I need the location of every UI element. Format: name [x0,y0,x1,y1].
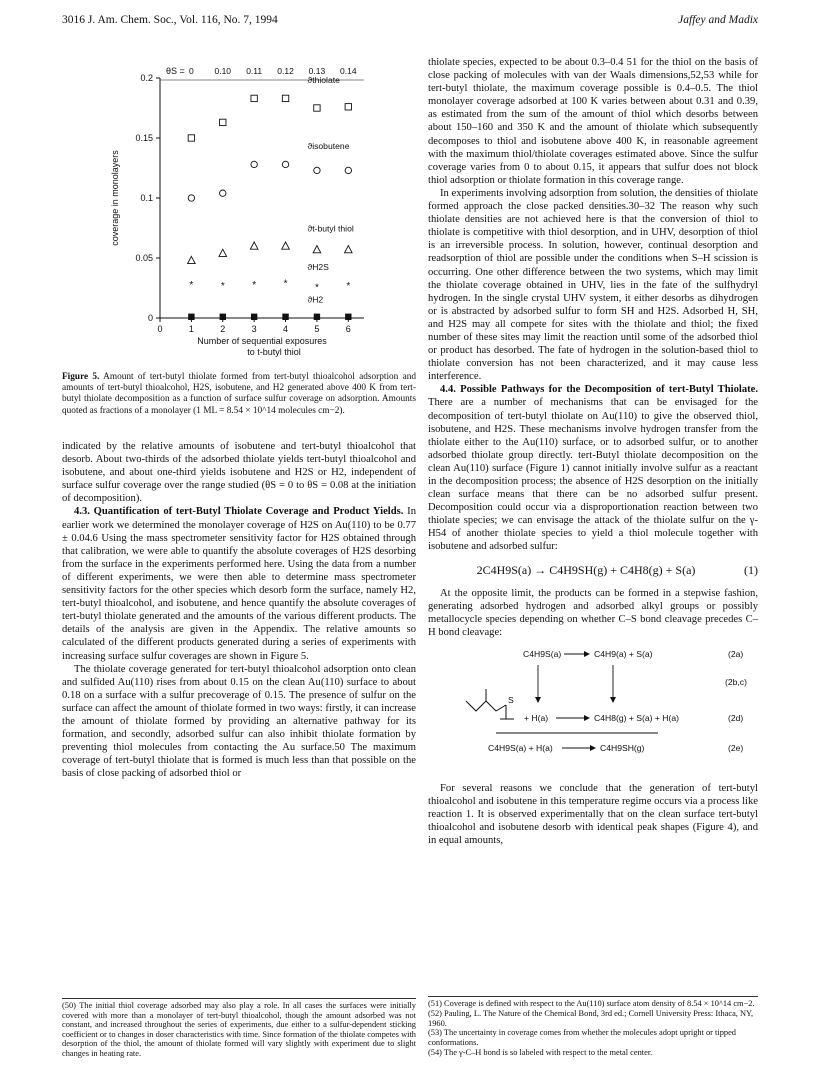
square-marker [314,105,320,111]
triangle-marker [188,256,196,263]
r2d-right: C4H8(g) + S(a) + H(a) [594,713,680,724]
figure-5-chart [62,40,412,360]
right-paragraph-4: At the opposite limit, the products can be formed in a stepwise fashion, generating adsorbed hydrogen and adsorbed alkyl groups or possibly metallocycle species depending on whether C–S bond cleavage precedes C–H bond cleavage: [428,587,758,638]
left-paragraph-2 [62,505,416,662]
metallocycle-structure [466,689,514,719]
asterisk-marker: * [314,282,319,294]
right-paragraph-3 [428,383,758,553]
asterisk-marker: * [189,279,194,291]
series-label: ϑH2 [307,294,324,305]
equation-1-body: 2C4H9S(a) → C4H9SH(g) + C4H8(g) + S(a) [476,562,696,577]
equation-1 [428,564,758,577]
r2c-arrowhead [610,697,616,703]
x-axis-title-line2: to t-butyl thiol [247,347,301,357]
left-paragraph-3: The thiolate coverage generated for tert-butyl thioalcohol adsorption onto clean and sulfided Au(110) rises from about 0.15 on the clean Au(110) surface to about 0.18 on a surface with a sulfur precoverage of 0.15. The presence of sulfur on the surface can affect the amount of thiolate formed in two ways: firstly, it can increase the amount of thiolate formed by providing an alternative pathway for its formation, and secondly, adsorbed sulfur can also inhibit thiolate formation by preventing thiol molecules from contacting the Au surface.50 The maximum coverage of tert-butyl thiolate that is formed is much less than that possible on the basis of close packing of adsorbed thiol or [62,663,416,780]
r2a-arrowhead [584,651,590,657]
running-authors: Jaffey and Madix [678,14,758,26]
x-tick-label: 3 [251,324,257,334]
circle-marker [314,167,320,173]
footnote-50: (50) The initial thiol coverage adsorbed may also play a role. In all cases the surfaces were initially covered with more than a monolayer of tert-butyl thioalcohol, though the amount adsorbed was not constant, and increased throughout the series of experiments, due either to a sulfur-dependent sticking coefficient or to changes in doser characteristics with time. Since formation of the thiolate competes with desorption of the thiol, the amount of thiolate formed will vary slightly with experiment due to slight changes in heating rate. [62,998,416,1059]
footnote-51: (51) Coverage is defined with respect to the Au(110) surface atom density of 8.54 × 10^14 cm−2. [428,999,755,1008]
r2e-arrowhead [590,745,596,751]
filled-square-marker [220,314,226,320]
triangle-marker [313,246,321,253]
y-tick-label: 0.05 [135,253,153,263]
square-marker [188,135,194,141]
top-tick-label: 0 [189,66,194,76]
square-marker [251,95,257,101]
asterisk-marker: * [346,281,351,293]
x-tick-label: 4 [283,324,289,334]
x-tick-label: 1 [188,324,194,334]
y-tick-label: 0.2 [140,73,153,83]
right-paragraph-3-text: There are a number of mechanisms that can be envisaged for the decomposition of tert-butyl thiolate on Au(110) to give the observed thiol, isobutene, and H2S. These mechanisms involve hydrogen transfer from the thiolate either to the Au(110) surface, or to adsorbed sulfur, or to another adsorbed thiolate group directly. tert-Butyl thiolate decomposition on the clean Au(110) surface (Figure 1) cannot initially involve sulfur as a reactant in the decomposition process; the absence of H2S desorption on the initially clean surface means that there can be no adsorbed sulfur present. Decomposition could occur via a disproportionation reaction between two thiolate species; we can envisage the attack of the thiolate sulfur on the γ-H54 of another thiolate species to yield a thiol molecule together with isobutene and adsorbed sulfur: [428,397,758,553]
square-marker [220,119,226,125]
filled-square-marker [188,314,194,320]
y-tick-label: 0.15 [135,133,153,143]
reaction-scheme-2 [428,643,758,778]
r2e-number: (2e) [728,743,744,754]
circle-marker [220,190,226,196]
top-axis-label: θS = [166,66,185,76]
journal-citation: 3016 J. Am. Chem. Soc., Vol. 116, No. 7, 1994 [62,14,278,26]
y-tick-label: 0 [147,313,153,323]
x-tick-label: 2 [220,324,226,334]
figure-caption-text: Amount of tert-butyl thiolate formed from tert-butyl thioalcohol adsorption and amounts of tert-butyl thioalcohol, H2S, isobutene, and H2 generated above 400 K from tert-butyl thiolate decomposition as a function of surface sulfur coverage on adsorption. Amounts quoted as fractions of a monolayer (1 ML = 8.54 × 10^14 molecules cm−2). [62,372,416,416]
left-paragraph-2-text: In earlier work we determined the monolayer coverage of H2S on Au(110) to be 0.77 ± 0.04.6 Using the mass spectrometer sensitivity factor for H2S obtained through that calibration, we were able to quantify the absolute coverages of H2S desorbing from the surface in the experiments performed here. Using the data from a number of different experiments, we were then able to determine mass spectrometer sensitivity factors for the other species which desorb form the surface, namely H2, tert-butyl thioalcohol, and isobutene, and hence quantify the absolute coverages of tert-butyl thiolate generated and the amounts of the various different products. The details of the analysis are given in the Appendix. The relative amounts so calculated of the different products generated during a series of experiments with increasing surface sulfur coverages are shown in Figure 5. [62,506,416,662]
r2b-arrowhead [535,697,541,703]
triangle-marker [219,249,227,256]
footnote-52: (52) Pauling, L. The Nature of the Chemical Bond, 3rd ed.; Cornell University Press: Ithaca, NY, 1960. [428,1008,754,1028]
left-column [62,440,416,780]
filled-square-marker [314,314,320,320]
x-tick-label: 6 [345,324,351,334]
top-tick-label: 0.12 [277,66,294,76]
footnote-54: (54) The γ-C–H bond is so labeled with respect to the metal center. [428,1047,653,1057]
top-tick-label: 0.11 [246,66,263,76]
left-paragraph-1: indicated by the relative amounts of isobutene and tert-butyl thioalcohol that desorb. About two-thirds of the adsorbed thiolate yields tert-butyl thioalcohol and isobutene, and about one-third yields isobutene and H2S or H2, independent of surface sulfur coverage over the range studied (θS = 0 to θS = 0.08 at the initiation of decomposition). [62,441,416,505]
metallocycle-sulfur: S [508,695,514,706]
square-marker [282,95,288,101]
y-axis-title: coverage in monolayers [110,150,120,246]
reaction-scheme-svg [428,643,758,778]
circle-marker [251,161,257,167]
figure-label: Figure 5. [62,372,100,382]
series-label: ϑt-butyl thiol [307,223,354,234]
r2e-right: C4H9SH(g) [600,743,645,754]
r2d-hydrogen: + H(a) [524,713,549,724]
right-paragraph-1: thiolate species, expected to be about 0.3–0.4 51 for the thiol on the basis of close packing of molecules with van der Waals dimensions,52,53 while for tert-butyl thiolate, the maximum coverage possible is 0.4–0.5. The thiol monolayer coverage adsorbed at 100 K varies between about 0.31 and 0.39, as estimated from the sum of the amount of thiol which desorbs between about 150–160 and 350 K and the amount of thiolate which subsequently decomposes to thiol and isobutene above 400 K, in reasonable agreement with the maximum thiol/thiolate coverages estimated above. Since the sulfur coverage varies from 0 to about 0.15, it appears that sulfur does not block thiol adsorption or thiolate formation in this coverage range. [428,57,758,186]
right-paragraph-2: In experiments involving adsorption from solution, the densities of thiolate formed approach the close packed densities.30–32 The reason why such thiolate densities are not achieved here is that the conversion of thiol to thiolate is competitive with thiol desorption, and in UHV, desorption of thiol is an irreversible process. In solution, however, continual desorption and readsorption of thiol are possible under the conditions when S–H scission is occurring. One other difference between the two systems, which may limit the thiolate coverage obtained in UHV, lies in the fate of the sulfhydryl hydrogen. In the single crystal UHV system, it either desorbs as dihydrogen or is abstracted by adsorbed sulfur to form SH and H2S. Adsorbed H, SH, and H2S may all compete for sites with the thiolate and thiol; the fixed number of these sites may limit the reaction until some of the adsorbed thiol or product has desorbed. The fate of hydrogen in the solution-based thiol to thiolate conversion has not been characterized, and it may cause less interference. [428,187,758,383]
filled-square-marker [251,314,257,320]
top-tick-label: 0.13 [308,66,326,76]
section-heading-4-4: 4.4. Possible Pathways for the Decomposition of tert-Butyl Thiolate. [440,384,758,396]
series-label: ϑH2S [307,262,329,272]
r2d-arrowhead [584,715,590,721]
footnotes-right [428,996,758,1058]
top-tick-label: 0.10 [214,66,232,76]
triangle-marker [282,242,290,249]
circle-marker [345,167,351,173]
x-tick-label: 0 [157,324,163,334]
footnote-53: (53) The uncertainty in coverage comes from whether the molecules adopt upright or tipped conformations. [428,1028,736,1048]
r2a-left: C4H9S(a) [523,649,562,660]
filled-square-marker [282,314,288,320]
x-axis-title: Number of sequential exposures [197,336,327,346]
r2a-number: (2a) [728,649,744,660]
triangle-marker [250,242,258,249]
circle-marker [282,161,288,167]
series-label: ϑisobutene [307,140,350,151]
r2a-right: C4H9(a) + S(a) [594,649,653,660]
square-marker [345,104,351,110]
equation-1-number: (1) [744,562,758,577]
figure-caption [62,372,416,417]
y-tick-label: 0.1 [140,193,153,203]
r2e-left: C4H9S(a) + H(a) [488,743,553,754]
asterisk-marker: * [252,279,257,291]
x-tick-label: 5 [314,324,320,334]
asterisk-marker: * [220,281,225,293]
circle-marker [188,195,194,201]
running-header [62,14,758,30]
asterisk-marker: * [283,278,288,290]
r2d-number: (2d) [728,713,744,724]
section-heading-4-3: 4.3. Quantification of tert-Butyl Thiolate Coverage and Product Yields. [74,506,404,518]
right-paragraph-5: For several reasons we conclude that the generation of tert-butyl thioalcohol and isobutene in this temperature regime occurs via a process like reaction 1. It is observed experimentally that on the clean surface tert-butyl thioalcohol and isobutene desorb with identical peak shapes (Figure 4), and in equal amounts, [428,783,758,847]
top-tick-label: 0.14 [340,66,357,76]
right-column [428,56,758,848]
triangle-marker [345,246,353,253]
r2bc-number: (2b,c) [725,677,747,688]
filled-square-marker [345,314,351,320]
series-label: ϑthiolate [307,74,340,85]
